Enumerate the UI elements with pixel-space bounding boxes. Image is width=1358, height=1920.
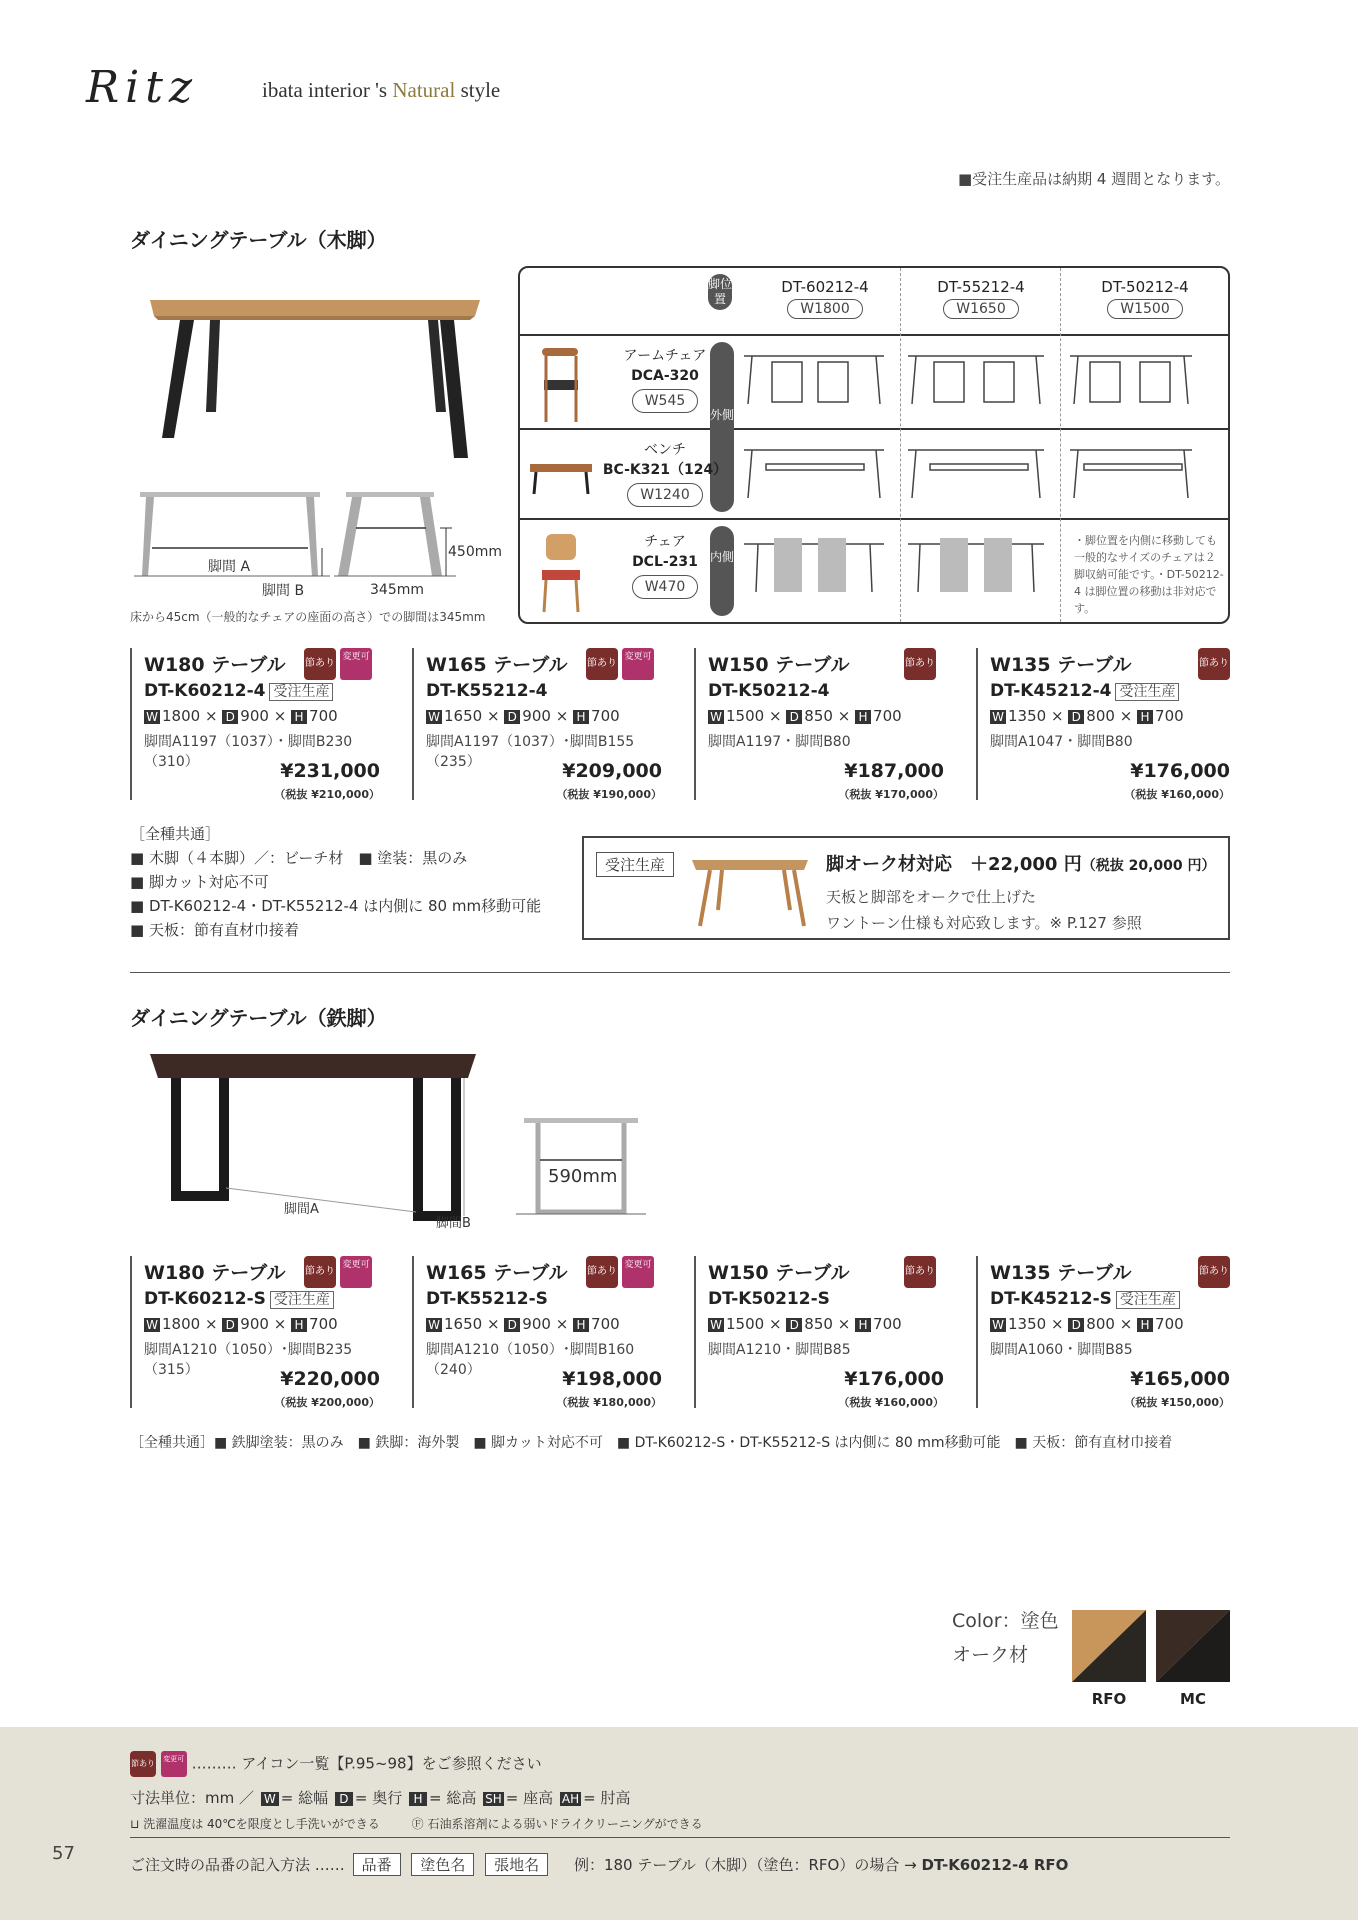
changeable-badge: 変更可 bbox=[161, 1751, 187, 1777]
changeable-badge: 変更可 bbox=[622, 648, 654, 680]
wood-table-photo bbox=[140, 280, 490, 470]
unit-legend: 寸法単位：mm ／ W = 総幅 D = 奥行 H = 総高 SH = 座高 AH = 肘高 bbox=[130, 1789, 631, 1807]
section-divider bbox=[130, 972, 1230, 973]
wood-card-w150 bbox=[694, 648, 962, 800]
card-title: W135 テーブル bbox=[990, 654, 1132, 676]
badge-group bbox=[904, 1256, 936, 1288]
iron-card-w180 bbox=[130, 1256, 398, 1408]
card-price: ¥198,000 bbox=[562, 1368, 662, 1390]
card-leg-spacing: 脚間A1210（1050）･脚間B235（315） bbox=[144, 1342, 353, 1378]
card-size: W 1650 × D 900 × H 700 bbox=[426, 707, 680, 725]
height-450-label: 450mm bbox=[448, 544, 502, 560]
chair-armchair: アームチェア DCA-320 W545 bbox=[600, 346, 730, 413]
outer-label: 外側 bbox=[710, 342, 734, 512]
lead-time-note: ■受注生産品は納期 4 週間となります。 bbox=[957, 170, 1230, 188]
iron-card-w150 bbox=[694, 1256, 962, 1408]
dry-clean-icon: Ⓕ bbox=[411, 1817, 424, 1831]
page-number: 57 bbox=[52, 1843, 75, 1864]
card-size: W 1500 × D 850 × H 700 bbox=[708, 1315, 962, 1333]
made-to-order-tag: 受注生産 bbox=[269, 683, 333, 701]
badge-group bbox=[1198, 1256, 1230, 1288]
made-to-order-tag: 受注生産 bbox=[1115, 683, 1179, 701]
armchair-photo bbox=[532, 344, 586, 424]
wash-icon: ⊔ bbox=[130, 1817, 140, 1831]
wood-card-w180 bbox=[130, 648, 398, 800]
leg-position-label: 脚位置 bbox=[708, 274, 732, 310]
knot-badge: 節あり bbox=[586, 1256, 618, 1288]
chair-photo bbox=[534, 530, 588, 614]
floor-note: 床から45cm（一般的なチェアの座面の高さ）での脚間は345mm bbox=[130, 610, 486, 624]
card-title: W180 テーブル bbox=[144, 1262, 286, 1284]
knot-badge: 節あり bbox=[904, 648, 936, 680]
leg-a-label: 脚間 A bbox=[208, 559, 251, 575]
footer bbox=[0, 1727, 1358, 1920]
badge-group bbox=[586, 1256, 654, 1288]
iron-section-title: ダイニングテーブル（鉄脚） bbox=[130, 1006, 387, 1030]
card-leg-spacing: 脚間A1047・脚間B80 bbox=[990, 734, 1133, 750]
card-leg-spacing: 脚間A1197（1037）・脚間B230（310） bbox=[144, 734, 353, 770]
card-leg-spacing: 脚間A1197（1037）･脚間B155（235） bbox=[426, 734, 635, 770]
oak-table-photo bbox=[688, 850, 812, 930]
card-code: DT-K50212-S bbox=[708, 1289, 830, 1309]
iron-leg-b-label: 脚間B bbox=[436, 1216, 471, 1231]
card-leg-spacing: 脚間A1210（1050）･脚間B160（240） bbox=[426, 1342, 635, 1378]
changeable-badge: 変更可 bbox=[622, 1256, 654, 1288]
knot-badge: 節あり bbox=[1198, 648, 1230, 680]
card-leg-spacing: 脚間A1197・脚間B80 bbox=[708, 734, 851, 750]
badge-group bbox=[904, 648, 936, 680]
iron-card-w135 bbox=[976, 1256, 1232, 1408]
card-size: W 1500 × D 850 × H 700 bbox=[708, 707, 962, 725]
badge-group bbox=[1198, 648, 1230, 680]
iron-card-w165 bbox=[412, 1256, 680, 1408]
made-to-order-tag: 受注生産 bbox=[270, 1291, 334, 1309]
card-price-tax: （税抜 ¥160,000） bbox=[1124, 788, 1230, 801]
card-price-tax: （税抜 ¥200,000） bbox=[274, 1396, 380, 1409]
changeable-badge: 変更可 bbox=[340, 648, 372, 680]
swatch-mc bbox=[1156, 1610, 1230, 1682]
chair-dcl: チェア DCL-231 W470 bbox=[600, 532, 730, 599]
iron-leg-a-label: 脚間A bbox=[284, 1202, 319, 1217]
made-to-order-tag: 受注生産 bbox=[596, 852, 674, 877]
card-size: W 1350 × D 800 × H 700 bbox=[990, 1315, 1232, 1333]
card-code: DT-K45212-4 受注生産 bbox=[990, 681, 1232, 701]
card-price: ¥187,000 bbox=[844, 760, 944, 782]
card-code: DT-K55212-S bbox=[426, 1289, 548, 1309]
chair-fit-table bbox=[518, 266, 1230, 624]
knot-badge: 節あり bbox=[304, 648, 336, 680]
swatch-rfo-label: RFO bbox=[1091, 1690, 1127, 1708]
card-size: W 1350 × D 800 × H 700 bbox=[990, 707, 1232, 725]
card-price-tax: （税抜 ¥170,000） bbox=[838, 788, 944, 801]
card-leg-spacing: 脚間A1210・脚間B85 bbox=[708, 1342, 851, 1358]
card-title: W180 テーブル bbox=[144, 654, 286, 676]
oak-option-title: 脚オーク材対応 ＋22,000 円（税抜 20,000 円） bbox=[826, 854, 1216, 875]
oak-leg-option bbox=[582, 836, 1230, 940]
card-title: W135 テーブル bbox=[990, 1262, 1132, 1284]
card-title: W165 テーブル bbox=[426, 654, 568, 676]
knot-badge: 節あり bbox=[586, 648, 618, 680]
card-price: ¥176,000 bbox=[844, 1368, 944, 1390]
compare-col-2: DT-55212-4 W1650 bbox=[937, 278, 1025, 317]
card-title: W150 テーブル bbox=[708, 654, 850, 676]
oak-option-desc: 天板と脚部をオークで仕上げた ワントーン仕様も対応致します。※ P.127 参照 bbox=[826, 888, 1142, 932]
iron-common-specs: ［全種共通］■ 鉄脚塗装：黒のみ ■ 鉄脚：海外製 ■ 脚カット対応不可 ■ DT-K60212-S・DT-K55212-S は内側に 80 mm移動可能 ■ 天板：節有直材巾接着 bbox=[130, 1435, 1173, 1451]
wood-card-w135 bbox=[976, 648, 1232, 800]
card-price-tax: （税抜 ¥150,000） bbox=[1124, 1396, 1230, 1409]
card-title: W150 テーブル bbox=[708, 1262, 850, 1284]
card-code: DT-K50212-4 bbox=[708, 681, 830, 701]
card-price-tax: （税抜 ¥190,000） bbox=[556, 788, 662, 801]
card-price: ¥165,000 bbox=[1130, 1368, 1230, 1390]
knot-badge: 節あり bbox=[304, 1256, 336, 1288]
card-code: DT-K55212-4 bbox=[426, 681, 548, 701]
swatch-rfo bbox=[1072, 1610, 1146, 1682]
badge-group bbox=[304, 648, 372, 680]
chair-bench: ベンチ BC-K321（124） W1240 bbox=[600, 440, 730, 507]
tagline: ibata interior 's Natural style bbox=[262, 78, 501, 102]
wood-common-specs: ［全種共通］ ■ 木脚（４本脚）／：ビーチ材 ■ 塗装：黒のみ ■ 脚カット対応不可 ■ DT-K60212-4・DT-K55212-4 は内側に 80 mm移動可能 ■ 天板：節有直材巾接着 bbox=[130, 825, 542, 939]
changeable-badge: 変更可 bbox=[340, 1256, 372, 1288]
iron-gap-label: 590mm bbox=[548, 1166, 618, 1187]
brand-logo: Ritz bbox=[86, 62, 199, 113]
inner-position-note: ・脚位置を内側に移動しても一般的なサイズのチェアは２脚収納可能です。・DT-50212-4 は脚位置の移動は非対応です。 bbox=[1074, 534, 1224, 615]
card-title: W165 テーブル bbox=[426, 1262, 568, 1284]
card-price: ¥176,000 bbox=[1130, 760, 1230, 782]
compare-col-3: DT-50212-4 W1500 bbox=[1101, 278, 1189, 317]
wood-card-w165 bbox=[412, 648, 680, 800]
card-size: W 1800 × D 900 × H 700 bbox=[144, 1315, 398, 1333]
wood-leg-diagram bbox=[130, 488, 500, 596]
swatch-mc-label: MC bbox=[1180, 1690, 1206, 1708]
badge-group bbox=[586, 648, 654, 680]
footer-divider bbox=[130, 1837, 1230, 1838]
leg-b-label: 脚間 B bbox=[262, 583, 305, 599]
card-price: ¥209,000 bbox=[562, 760, 662, 782]
card-code: DT-K60212-4 受注生産 bbox=[144, 681, 398, 701]
inner-label: 内側 bbox=[710, 526, 734, 616]
color-label: Color：塗色 オーク材 bbox=[952, 1610, 1059, 1666]
knot-badge: 節あり bbox=[130, 1751, 156, 1777]
care-legend: ⊔ 洗濯温度は 40℃を限度とし手洗いができる Ⓕ 石油系溶剤による弱いドライクリーニングができる bbox=[130, 1817, 703, 1831]
card-price-tax: （税抜 ¥160,000） bbox=[838, 1396, 944, 1409]
card-size: W 1800 × D 900 × H 700 bbox=[144, 707, 398, 725]
card-size: W 1650 × D 900 × H 700 bbox=[426, 1315, 680, 1333]
card-code: DT-K60212-S 受注生産 bbox=[144, 1289, 398, 1309]
knot-badge: 節あり bbox=[1198, 1256, 1230, 1288]
card-price: ¥231,000 bbox=[280, 760, 380, 782]
compare-col-1: DT-60212-4 W1800 bbox=[781, 278, 869, 317]
wood-section-title: ダイニングテーブル（木脚） bbox=[130, 228, 387, 252]
card-price-tax: （税抜 ¥210,000） bbox=[274, 788, 380, 801]
card-price-tax: （税抜 ¥180,000） bbox=[556, 1396, 662, 1409]
made-to-order-tag: 受注生産 bbox=[1116, 1291, 1180, 1309]
order-guide: ご注文時の品番の記入方法 …… 品番 塗色名 張地名 例：180 テーブル（木脚）（塗色：RFO）の場合 → DT-K60212-4 RFO bbox=[130, 1853, 1068, 1876]
badge-group bbox=[304, 1256, 372, 1288]
icon-legend-line: 節あり 変更可 ……… アイコン一覧【P.95~98】をご参照ください bbox=[130, 1751, 542, 1777]
card-code: DT-K45212-S 受注生産 bbox=[990, 1289, 1232, 1309]
width-345-label: 345mm bbox=[370, 582, 424, 598]
knot-badge: 節あり bbox=[904, 1256, 936, 1288]
bench-photo bbox=[528, 458, 594, 498]
card-leg-spacing: 脚間A1060・脚間B85 bbox=[990, 1342, 1133, 1358]
card-price: ¥220,000 bbox=[280, 1368, 380, 1390]
